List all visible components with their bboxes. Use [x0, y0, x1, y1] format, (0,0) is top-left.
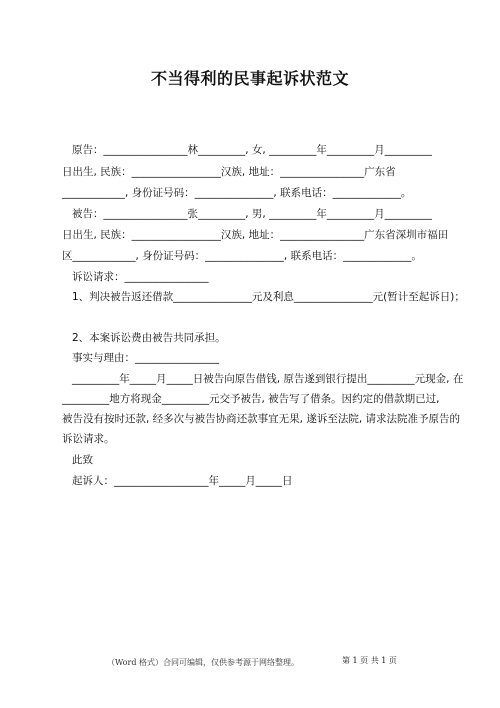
document-title: 不当得利的民事起诉状范文: [150, 69, 349, 88]
facts-paragraph-line-2: _________地方将现金_________元交予被告, 被告写了借条。因约定的借款期已过,: [62, 393, 440, 405]
facts-paragraph-line-3: 被告没有按时还款, 经多次与被告协商还款事宜无果, 遂诉至法院, 请求法院准予原告的: [62, 413, 461, 425]
signature-line: 起诉人：__________________年_____月_____日: [72, 475, 293, 487]
facts-heading: 事实与理由：________________: [72, 352, 219, 364]
plaintiff-name-line: 原告：________________林_________, 女, _________年_________月_________: [72, 144, 432, 156]
defendant-id-line: 区____________, 身份证号码：_______________, 联系电话：_____________。: [62, 250, 422, 262]
facts-paragraph-line-4: 诉讼请求。: [62, 433, 115, 445]
claim-item-1: 1、判决被告返还借款_______________元及利息_______________元(暂计至起诉日)；: [72, 291, 465, 303]
plaintiff-id-line: ____________, 身份证号码：_______________, 联系电话：_____________。: [62, 187, 412, 199]
facts-paragraph-line-1: _________年_____月_____日被告向原告借钱, 原告遂到银行提出_________元现金, 在: [72, 373, 464, 385]
defendant-birth-line: 日出生, 民族：_________________汉族, 地址：________________广东省深圳市福田: [62, 229, 449, 241]
plaintiff-birth-line: 日出生, 民族：_________________汉族, 地址：________________广东省: [62, 166, 396, 178]
closing-salutation: 此致: [72, 454, 93, 466]
claims-heading: 诉讼请求：________________: [72, 271, 209, 283]
page-number: 第 1 页 共 1 页: [342, 656, 397, 665]
footer-note: （Word 格式）合同可编辑，仅供参考源于网络整理。: [107, 658, 299, 667]
defendant-name-line: 被告：________________张_________, 男, _________年_________月_________: [72, 208, 432, 220]
claim-item-2: 2、本案诉讼费由被告共同承担。: [72, 332, 226, 344]
